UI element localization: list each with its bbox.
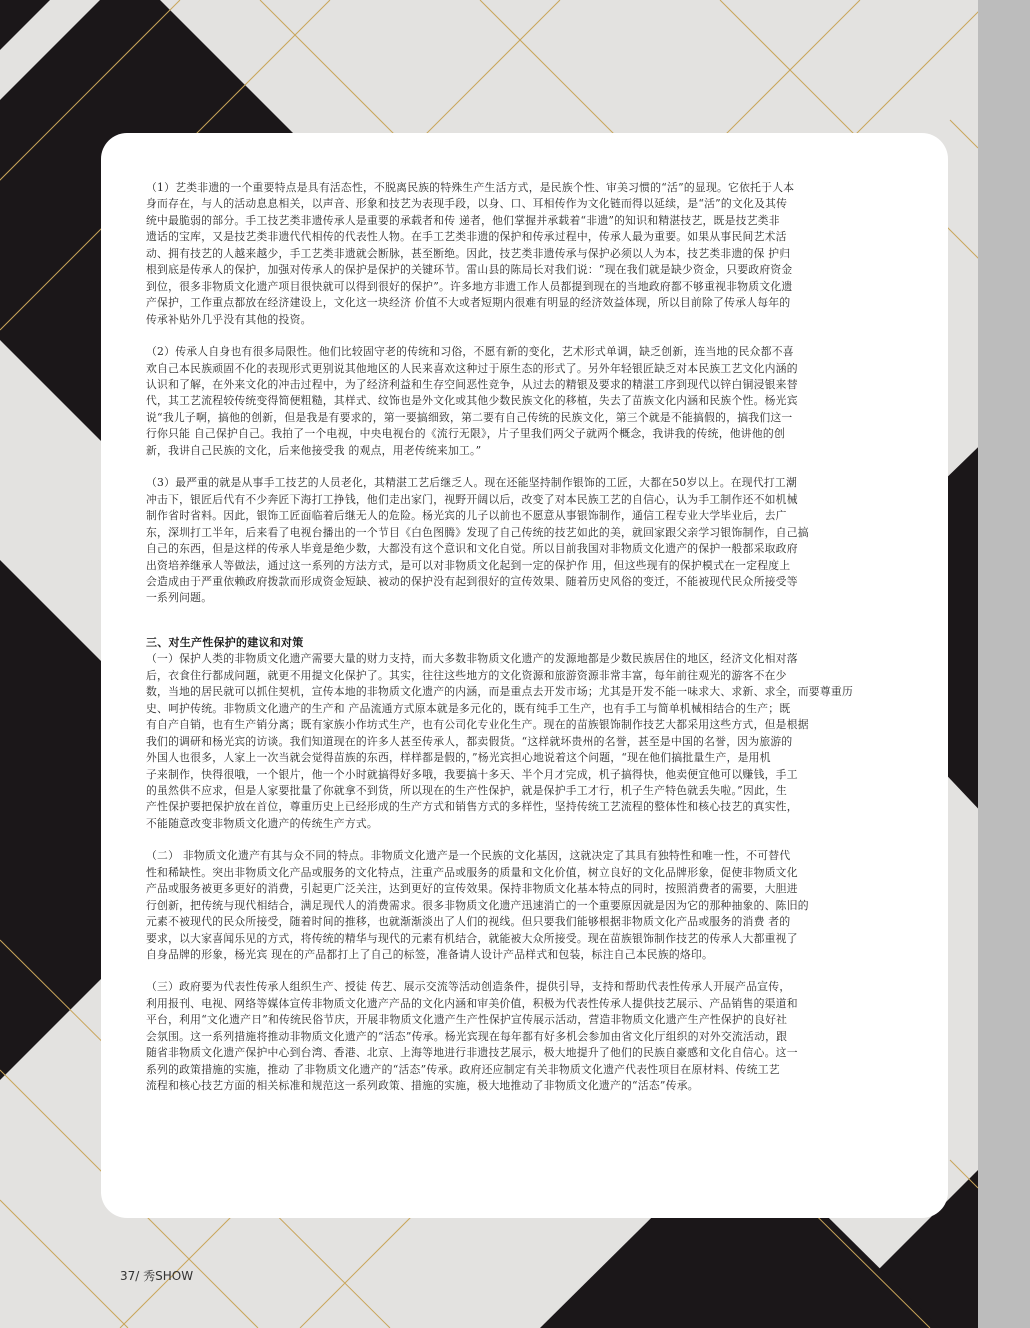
page-number-footer: 37/ 秀SHOW (120, 1269, 194, 1283)
paragraph-1: （1）艺类非遗的一个重要特点是具有活态性，不脱离民族的特殊生产生活方式，是民族个性、审美习惯的“活”的显现。它依托于人本 身而存在，与人的活动息息相关，以声音、形象和技艺为表现手段，以身、口、耳相传作为文化链而得以延续，是“活”的文化及其传 统中最脆弱的部分。手工技艺类非遗传承人是重要的承载者和传 递者，他们掌握并承载着“非遗”的知识和精湛技艺，既是技艺类非 遗话的宝库，又是技艺类非遗代代相传的代表性人物。在手工艺类非遗的保护和传承过程中，传承人最为重要。如果从事民间艺术活 动、拥有技艺的人越来越少，手工艺类非遗就会断脉，甚至断绝。因此，技艺类非遗传承与保护必须以人为本，技艺类非遗的保 护归 根到底是传承人的保护，加强对传承人的保护是保护的关键环节。雷山县的陈局长对我们说：“现在我们就是缺少资金，只要政府资金 到位，很多非物质文化遗产项目很快就可以得到很好的保护”。许多地方非遗工作人员都提到现在的当地政府都不够重视非物质文化遗 产保护，工作重点都放在经济建设上，文化这一块经济 价值不大或者短期内很难有明显的经济效益体现，所以目前除了传承人每年的 传承补贴外几乎没有其他的投资。 (146, 181, 795, 326)
section-heading: 三、对生产性保护的建议和对策 (146, 635, 304, 649)
paragraph-6: （三）政府要为代表性传承人组织生产、授徒 传艺、展示交流等活动创造条件，提供引导，支持和帮助代表性传承人开展产品宣传， 利用报刊、电视、网络等媒体宣传非物质文化遗产产品的文化内涵和审美价值，积极为代表性传承人提供技艺展示、产品销售的渠道和 平台，利用“文化遗产日”和传统民俗节庆，开展非物质文化遗产生产性保护宣传展示活动，营造非物质文化遗产生产性保护的良好社 会氛围。这一系列措施将推动非物质文化遗产的“活态”传承。杨光宾现在每年都有好多机会参加由省文化厅组织的对外交流活动，跟 随省非物质文化遗产保护中心到台湾、香港、北京、上海等地进行非遗技艺展示，极大地提升了他们的民族自豪感和文化自信心。这一 系列的政策措施的实施，推动 了非物质文化遗产的“活态”传承。政府还应制定有关非物质文化遗产代表性项目在原材料、传统工艺 流程和核心技艺方面的相关标准和规范这一系列政策、措施的实施，极大地推动了非物质文化遗产的“活态”传承。 (146, 980, 798, 1093)
paragraph-5: （二） 非物质文化遗产有其与众不同的特点。非物质文化遗产是一个民族的文化基因，这就决定了其具有独特性和唯一性，不可替代 性和稀缺性。突出非物质文化产品或服务的文化特点，注重产品或服务的质量和文化价值，树立良好的文化品牌形象，促使非物质文化 产品或服务被更多更好的消费，引起更广泛关注，达到更好的宣传效果。保持非物质文化基本特点的同时，按照消费者的需要，大胆进 行创新，把传统与现代相结合，满足现代人的消费需求。很多非物质文化遗产迅速消亡的一个重要原因就是因为它的那种抽象的、陈旧的 元素不被现代的民众所接受，随着时间的推移，也就渐渐淡出了人们的视线。但只要我们能够根据非物质文化产品或服务的消费 者的 要求，以大家喜闻乐见的方式，将传统的精华与现代的元素有机结合，就能被大众所接受。现在苗族银饰制作技艺的传承人大都重视了 自身品牌的形象，杨光宾 现在的产品都打上了自己的标签，准备请人设计产品样式和包装，标注自己本民族的烙印。 (146, 849, 809, 962)
paragraph-4: （一）保护人类的非物质文化遗产需要大量的财力支持，而大多数非物质文化遗产的发源地都是少数民族居住的地区，经济文化相对落 后，衣食住行都成问题，就更不用提文化保护了。其实，往往这些地方的文化资源和旅游资源非常丰富，每年前往观光的游客不在少 数，当地的居民就可以抓住契机，宣传本地的非物质文化遗产的内涵，而是重点去开发市场；尤其是开发不能一味求大、求新、求全，而要尊重历 史、呵护传统。非物质文化遗产的生产和 产品流通方式原本就是多元化的，既有纯手工生产，也有手工与简单机械相结合的生产；既 有自产自销，也有生产销分离；既有家族小作坊式生产，也有公司化专业化生产。现在的苗族银饰制作技艺大都采用这些方式，但是根据 我们的调研和杨光宾的访谈。我们知道现在的许多人甚至传承人，都卖假货。“这样就坏贵州的名誉，甚至是中国的名誉，因为旅游的 外国人也很多，人家上一次当就会觉得苗族的东西，样样都是假的，”杨光宾担心地说着这个问题，“现在他们搞批量生产，是用机 子来制作，快得很哦，一个银片，他一个小时就搞得好多哦，我要搞十多天、半个月才完成，机子搞得快，他卖便宜他可以赚钱，手工 的虽然供不应求，但是人家要批量了你就拿不到货，所以现在的生产性保护，就是保护手工才行，机子生产特色就丢失啦。”因此，生 产性保护要把保护放在首位，尊重历史上已经形成的生产方式和销售方式的多样性，坚持传统工艺流程的整体性和核心技艺的真实性， 不能随意改变非物质文化遗产的传统生产方式。 (146, 652, 853, 830)
article-body (146, 180, 908, 1095)
right-edge-strip (978, 0, 1030, 1328)
paragraph-3: （3）最严重的就是从事手工技艺的人员老化，其精湛工艺后继乏人。现在还能坚持制作银饰的工匠，大都在50岁以上。在现代打工潮 冲击下，银匠后代有不少奔匠下海打工挣钱，他们走出家门，视野开阔以后，改变了对本民族工艺的自信心，认为手工制作还不如机械 制作省时省料。因此，银饰工匠面临着后继无人的危险。杨光宾的儿子以前也不愿意从事银饰制作，通信工程专业大学毕业后，去广 东，深圳打工半年，后来看了电视台播出的一个节目《白色图腾》发现了自己传统的技艺如此的美，就回家跟父亲学习银饰制作，自己搞 自己的东西，但是这样的传承人毕竟是绝少数，大都没有这个意识和文化自觉。所以目前我国对非物质文化遗产的保护一般都采取政府 出资培养继承人等做法，通过这一系列的方法方式，是可以对非物质文化起到一定的保护作 用，但这些现有的保护模式在一定程度上 会造成由于严重依赖政府拨款而形成资金短缺、被动的保护没有起到很好的宣传效果、随着历史风俗的变迁，不能被现代民众所接受等 一系列问题。 (146, 476, 809, 605)
paragraph-2: （2）传承人自身也有很多局限性。他们比较固守老的传统和习俗，不愿有新的变化，艺术形式单调，缺乏创新，连当地的民众都不喜 欢自己本民族顽固不化的表现形式更别说其他地区的人民来喜欢这种过于原生态的形式了。另外年轻银匠缺乏对本民族工艺文化内涵的 认识和了解，在外来文化的冲击过程中，为了经济利益和生存空间恶性竞争，从过去的精银及要求的精湛工序到现代以锌白铜浸银来替 代，其工艺流程较传统变得简便粗糙，其样式、纹饰也是外文化或其他少数民族文化的移植，失去了苗族文化内涵和民族个性。杨光宾 说“我儿子啊，搞他的创新，但是我是有要求的，第一要搞细致，第二要有自己传统的民族文化，第三个就是不能搞假的，搞我们这一 行你只能 自己保护自己。我拍了一个电视，中央电视台的《流行无限》，片子里我们两父子就两个概念，我讲我的传统，他讲他的创 新，我讲自己民族的文化，后来他接受我 的观点，用老传统来加工。” (146, 345, 798, 457)
